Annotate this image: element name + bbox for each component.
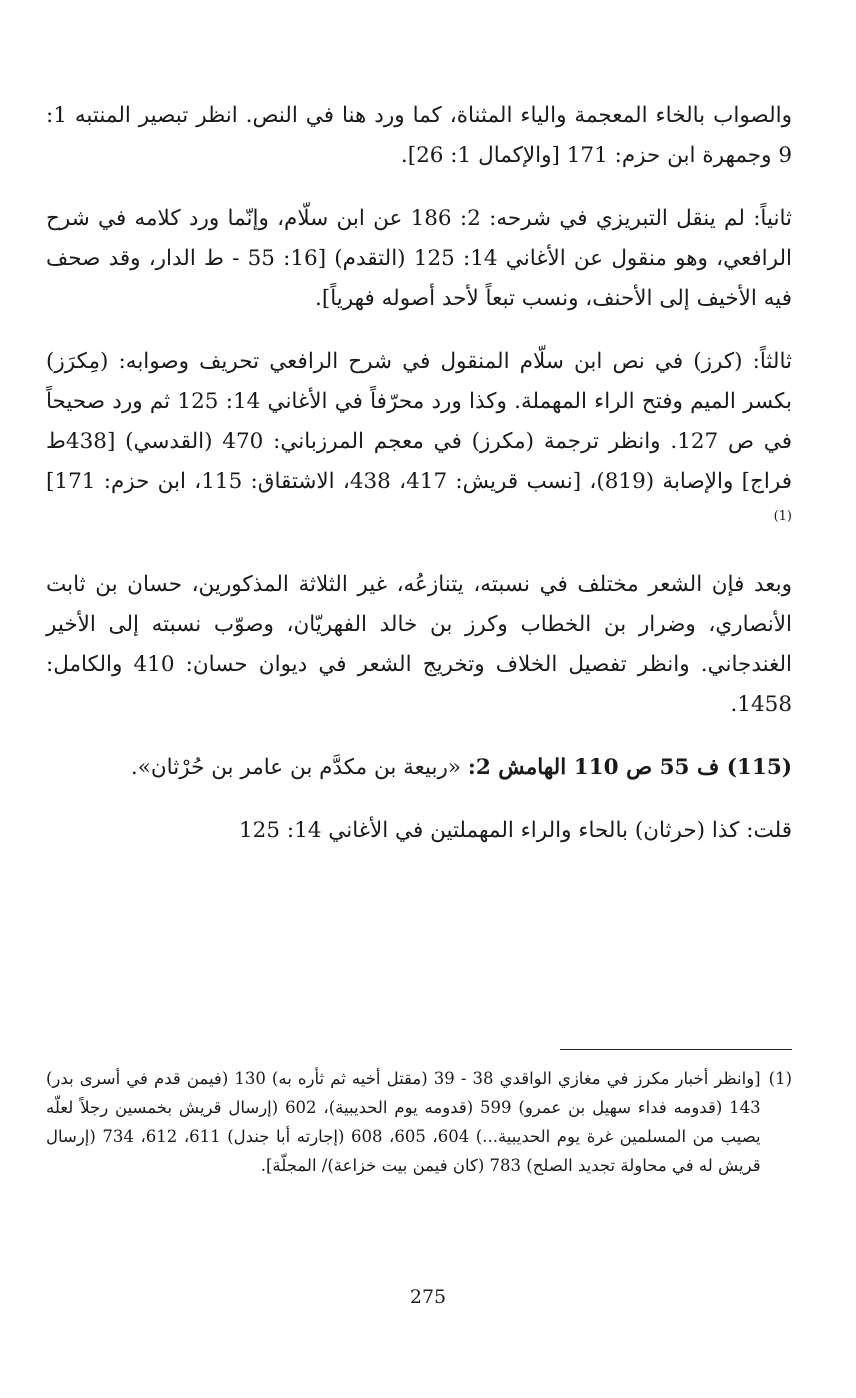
paragraph-2: ثانياً: لم ينقل التبريزي في شرحه: 2: 186 عن ابن سلّام، وإنّما ورد كلامه في شرح الرافعي، وهو منقول عن الأغاني 14: 125 (التقدم) [16: 55 - ط الدار، وقد صحف فيه الأخيف إلى الأحنف، ونسب تبعاً لأحد أصوله فهرياً]. bbox=[46, 206, 793, 311]
main-text bbox=[46, 96, 792, 874]
footnote-text: [وانظر أخبار مكرز في مغازي الواقدي 38 - 39 (مقتل أخيه ثم ثأره به) 130 (فيمن قدم في أسرى بدر) 143 (قدومه فداء سهيل بن عمرو) 599 (قدومه يوم الحديبية)، 602 (إرسال قريش بخمسين رجلاً لعلّه يصيب من المسلمين غرة يوم الحديبية...) 604، 605، 608 (إجارته أبا جندل) 611، 612، 734 (إرسال قريش له في محاولة تجديد الصلح) 783 (كان فيمن بيت خزاعة)/ المجلّة]. bbox=[46, 1069, 761, 1175]
paragraph-last: قلت: كذا (حرثان) بالحاء والراء المهملتين في الأغاني 14: 125 bbox=[238, 818, 792, 843]
entry-heading: (115) ف 55 ص 110 الهامش 2: bbox=[467, 755, 792, 780]
paragraph-3-text: ثالثاً: (كرز) في نص ابن سلّام المنقول في شرح الرافعي تحريف وصوابه: (مِكرَز) بكسر الميم وفتح الراء المهملة. وكذا ورد محرّفاً في الأغاني 14: 125 ثم ورد صحيحاً في ص 127. وانظر ترجمة (مكرز) في معجم المرزباني: 470 (القدسي) [438ط فراج] والإصابة (819)، [نسب قريش: 417، 438، الاشتقاق: 115، ابن حزم: 171] bbox=[46, 349, 793, 494]
footnote-number: (1) bbox=[768, 1069, 792, 1088]
paragraph-3 bbox=[46, 342, 792, 542]
footnote-1 bbox=[46, 1064, 792, 1180]
paragraph-4: وبعد فإن الشعر مختلف في نسبته، يتنازعُه، غير الثلاثة المذكورين، حسان بن ثابت الأنصاري، وضرار بن الخطاب وكرز بن خالد الفهريّان، وصوّب نسبته إلى الأخير الغندجاني. وانظر تفصيل الخلاف وتخريج الشعر في ديوان حسان: 410 والكامل: 1458. bbox=[46, 572, 792, 717]
paragraph-1: والصواب بالخاء المعجمة والياء المثناة، كما ورد هنا في النص. انظر تبصير المنتبه 1: 9 وجمهرة ابن حزم: 171 [والإكمال 1: 26]. bbox=[46, 103, 792, 168]
entry-115 bbox=[46, 748, 792, 788]
footnote-reference: (1) bbox=[773, 508, 792, 524]
entry-quote: «ربيعة بن مكدَّم بن عامر بن حُرْثان». bbox=[130, 755, 468, 780]
page-number: 275 bbox=[409, 1286, 447, 1308]
footnote-separator bbox=[560, 1049, 792, 1050]
